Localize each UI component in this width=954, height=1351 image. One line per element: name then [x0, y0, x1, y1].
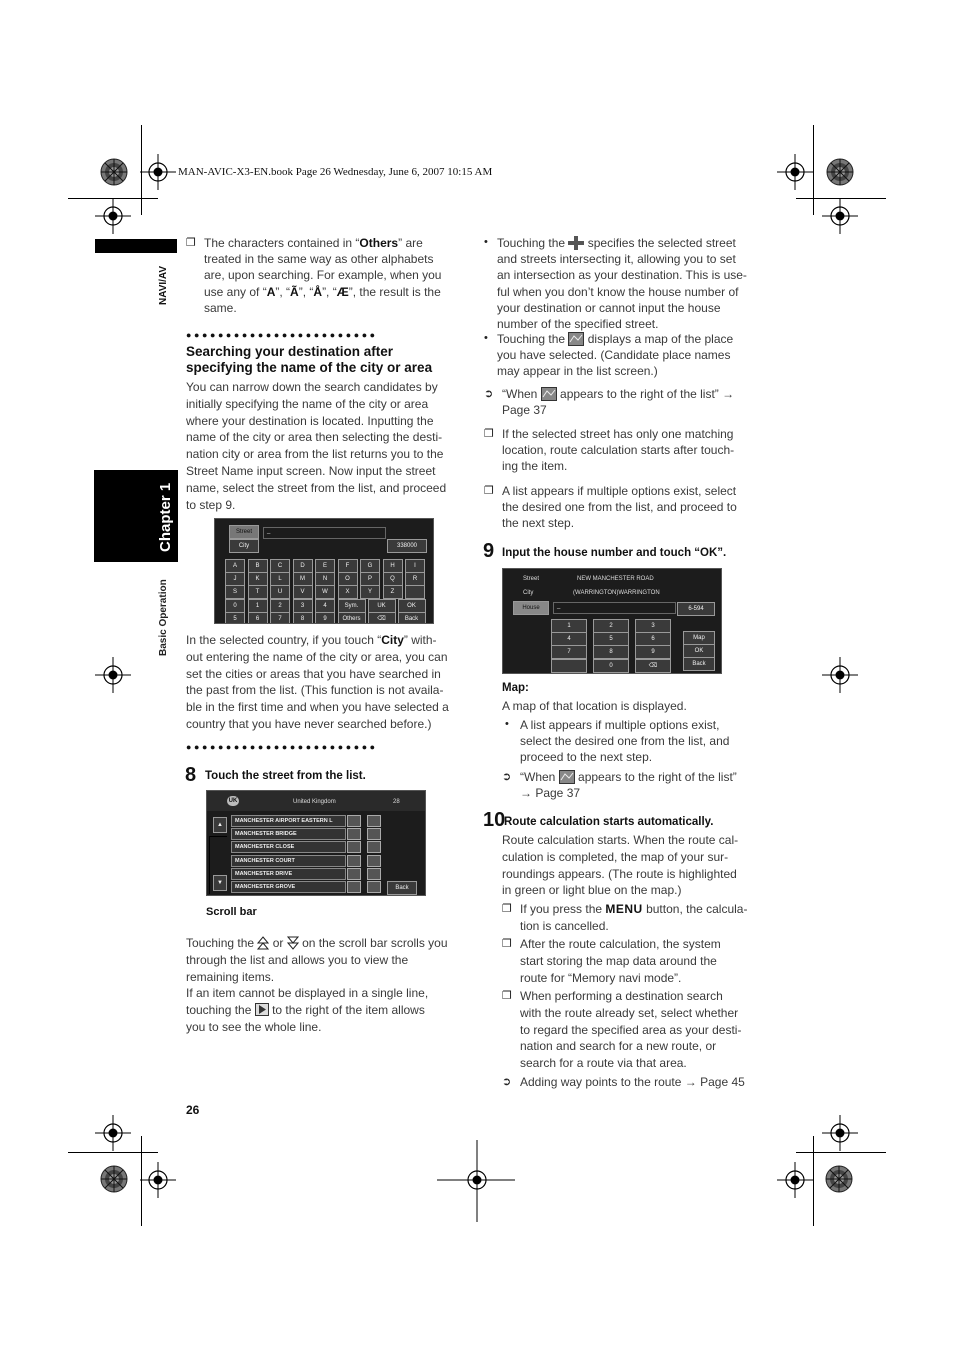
key[interactable]: OK [398, 599, 426, 613]
callout-line [209, 836, 210, 894]
back-button[interactable]: Back [683, 657, 715, 671]
note-box-icon: ❐ [502, 938, 512, 950]
section-heading: Searching your destination after specifying the name of the city or area [186, 344, 433, 375]
key[interactable]: K [248, 572, 268, 586]
street-row-label: Street [523, 576, 540, 582]
expand-arrow-icon [255, 1003, 269, 1016]
note-multiple-options: A list appears if multiple options exist, select the desired one from the list, and proceed to the next step. [502, 484, 737, 531]
list-item[interactable]: MANCHESTER COURT [231, 855, 346, 867]
house-number-field[interactable]: _ [553, 602, 676, 614]
number-key[interactable]: 6 [635, 632, 671, 646]
key[interactable]: L [270, 572, 290, 586]
key[interactable]: Z [383, 585, 403, 599]
key[interactable]: X [338, 585, 358, 599]
intersection-icon[interactable] [347, 828, 361, 840]
street-value: NEW MANCHESTER ROAD [577, 576, 654, 582]
number-key[interactable]: 2 [593, 619, 629, 633]
key[interactable]: 2 [270, 599, 290, 613]
number-key[interactable]: 1 [551, 619, 587, 633]
number-key[interactable]: 4 [551, 632, 587, 646]
note-box-icon: ❐ [484, 485, 494, 497]
key[interactable]: B [248, 559, 268, 573]
intersection-icon[interactable] [347, 881, 361, 893]
key[interactable]: R [405, 572, 425, 586]
street-name-input-screen [214, 518, 434, 624]
scroll-up-icon [257, 936, 269, 950]
ref-page-37: “When appears to the right of the list” → Page 37 [502, 387, 735, 418]
callout-line-h [209, 836, 227, 837]
key[interactable]: P [360, 572, 380, 586]
bullet-dot: • [484, 332, 488, 344]
key[interactable]: 0 [225, 599, 245, 613]
bullet-dot: • [505, 718, 509, 730]
map-icon[interactable] [367, 855, 381, 867]
note-single-match: If the selected street has only one matching location, route calculation starts after touch- ing the item. [502, 427, 735, 474]
key[interactable]: 6 [248, 612, 268, 624]
note-box-icon: ❐ [186, 237, 196, 249]
key[interactable]: 4 [315, 599, 335, 613]
map-icon[interactable] [367, 868, 381, 880]
map-heading: Map: [502, 682, 529, 694]
key[interactable]: 8 [293, 612, 313, 624]
chapter-label: Chapter 1 [157, 482, 174, 552]
street-list-screen [206, 790, 426, 896]
ok-button[interactable]: OK [683, 644, 715, 658]
key[interactable]: A [225, 559, 245, 573]
key[interactable]: D [293, 559, 313, 573]
map-icon[interactable] [367, 828, 381, 840]
city-button[interactable]: City [229, 539, 259, 553]
map-icon[interactable] [367, 841, 381, 853]
intersection-icon[interactable] [347, 815, 361, 827]
list-item[interactable]: MANCHESTER GROVE [231, 881, 346, 893]
step-10-title: Route calculation starts automatically. [504, 816, 714, 828]
map-bullet-text: A list appears if multiple options exist, select the desired one from the list, and proceed to the next step. [520, 718, 730, 765]
note-route-already-set: When performing a destination search with the route already set, select whether to regard the specified area as your desti- nation and search for a new route, or search for a route via that area. [520, 989, 742, 1071]
step-9-title: Input the house number and touch “OK”. [502, 547, 727, 559]
number-key[interactable]: 3 [635, 619, 671, 633]
intersection-icon [568, 236, 584, 250]
key[interactable]: N [315, 572, 335, 586]
list-item[interactable]: MANCHESTER BRIDGE [231, 828, 346, 840]
key[interactable]: Q [383, 572, 403, 586]
step-8-title: Touch the street from the list. [205, 770, 366, 782]
number-key[interactable]: 9 [635, 645, 671, 659]
step-10-number: 10 [483, 809, 506, 831]
house-button[interactable]: House [513, 601, 549, 615]
scroll-down-button[interactable]: ▼ [213, 875, 227, 891]
section-divider-2: ●●●●●●●●●●●●●●●●●●●●●●●● [186, 742, 378, 752]
navi-av-label: NAVI/AV [158, 265, 169, 305]
key[interactable]: 5 [225, 612, 245, 624]
note-menu-cancel: If you press the MENU button, the calcula- tion is cancelled. [520, 902, 748, 933]
ref-arrow-icon: ➲ [484, 388, 494, 400]
number-key[interactable]: 7 [551, 645, 587, 659]
key[interactable]: G [360, 559, 380, 573]
key[interactable]: J [225, 572, 245, 586]
note-box-icon: ❐ [502, 903, 512, 915]
intro-paragraph: You can narrow down the search candidates by initially specifying the name of the city or area where your destination is located. Inputting the name of the city or area then selecting the desti- nation city or area from the list returns you to the Street Name input screen. Now input the street name, select the street from the list, and proceed to step 9. [186, 380, 447, 512]
country-name: United Kingdom [293, 799, 336, 805]
back-button[interactable]: Back [387, 881, 417, 895]
key[interactable]: S [225, 585, 245, 599]
key[interactable]: F [338, 559, 358, 573]
house-number-screen [502, 568, 722, 674]
map-button[interactable]: Map [683, 631, 715, 645]
map-description: A map of that location is displayed. [502, 699, 687, 713]
step-9-number: 9 [483, 540, 495, 562]
print-header: MAN-AVIC-X3-EN.book Page 26 Wednesday, June 6, 2007 10:15 AM [178, 166, 493, 178]
note-box-icon: ❐ [502, 990, 512, 1002]
crossroad-bullet: Touching the specifies the selected street and streets intersecting it, allowing you to set an intersection as your destination. This is use- ful when you don’t know the house number of your destination or cannot input the house number of the specified street. [497, 236, 747, 332]
key[interactable]: UK [368, 599, 396, 613]
map-icon[interactable] [367, 881, 381, 893]
key[interactable]: C [270, 559, 290, 573]
ref-page-37-b: “When appears to the right of the list” → Page 37 [520, 770, 737, 801]
scroll-down-icon [287, 936, 299, 950]
ref-arrow-icon: ➲ [502, 771, 512, 783]
key[interactable]: 7 [270, 612, 290, 624]
intersection-icon[interactable] [347, 855, 361, 867]
route-calc-paragraph: Route calculation starts. When the route cal- culation is completed, the map of your sur- roundings appears. (The route is highlighted in green or light blue on the map.) [502, 833, 739, 898]
scroll-bar-label: Scroll bar [206, 906, 257, 918]
note-memory-navi: After the route calculation, the system start storing the map data around the route for “Memory navi mode”. [520, 937, 721, 985]
key[interactable]: Back [398, 612, 426, 624]
street-text-field[interactable]: _ [263, 527, 386, 539]
ref-page-45: Adding way points to the route → Page 45 [520, 1075, 745, 1089]
page-number: 26 [186, 1103, 200, 1117]
street-button[interactable]: Street [229, 525, 259, 539]
house-range: 6-594 [677, 602, 715, 616]
number-key[interactable]: 8 [593, 645, 629, 659]
list-count: 28 [393, 799, 400, 805]
map-icon[interactable] [367, 815, 381, 827]
candidate-count: 338000 [387, 539, 427, 553]
map-bullet: Touching the displays a map of the place you have selected. (Candidate place names may appear in the list screen.) [497, 332, 734, 379]
intersection-icon[interactable] [347, 868, 361, 880]
key[interactable]: Others [338, 612, 366, 624]
chapter-tab [94, 470, 178, 562]
intersection-icon[interactable] [347, 841, 361, 853]
section-divider: ●●●●●●●●●●●●●●●●●●●●●●●● [186, 330, 378, 340]
key[interactable]: 1 [248, 599, 268, 613]
key[interactable]: ⌫ [368, 612, 396, 624]
key[interactable]: Sym. [338, 599, 366, 613]
number-key[interactable]: 0 [593, 659, 629, 673]
city-value: (WARRINGTON)WARRINGTON [573, 590, 660, 596]
number-key[interactable] [551, 659, 587, 673]
key[interactable]: U [270, 585, 290, 599]
key[interactable]: V [293, 585, 313, 599]
key[interactable]: H [383, 559, 403, 573]
key[interactable]: M [293, 572, 313, 586]
key[interactable]: 3 [293, 599, 313, 613]
list-item[interactable]: MANCHESTER CLOSE [231, 841, 346, 853]
key[interactable]: E [315, 559, 335, 573]
navi-tab-bar [95, 239, 177, 253]
map-icon [559, 770, 575, 784]
key[interactable]: W [315, 585, 335, 599]
map-icon [568, 332, 584, 346]
uk-badge: UK [228, 798, 238, 804]
note-box-icon: ❐ [484, 428, 494, 440]
list-item[interactable]: MANCHESTER DRIVE [231, 868, 346, 880]
note-others: The characters contained in “Others” are treated in the same way as other alphabets are, upon searching. For example, when you use any of “A”, “Ã”, “Å”, “Æ”, the result is the same. [204, 236, 442, 315]
bullet-dot: • [484, 236, 488, 248]
ref-arrow-icon: ➲ [502, 1076, 512, 1088]
key[interactable]: Y [360, 585, 380, 599]
number-key[interactable]: 5 [593, 632, 629, 646]
list-item[interactable]: MANCHESTER AIRPORT EASTERN L [231, 815, 346, 827]
scroll-up-button[interactable]: ▲ [213, 817, 227, 833]
key[interactable]: O [338, 572, 358, 586]
step-8-number: 8 [185, 764, 197, 786]
key[interactable]: I [405, 559, 425, 573]
map-icon [541, 387, 557, 401]
scroll-paragraph: Touching the or on the scroll bar scrolls you through the list and allows you to view the remaining items. If an item cannot be displayed in a single line, touching the to the right of the item allows you to see the whole line. [186, 936, 448, 1034]
key[interactable] [405, 585, 425, 599]
number-key[interactable]: ⌫ [635, 659, 671, 673]
section-label: Basic Operation [158, 579, 169, 656]
city-paragraph: In the selected country, if you touch “City” with- out entering the name of the city or area, you can set the cities or areas that you have searched in the past from the list. (This function is not availa- ble in the first time and when you have selected a country that you have never searched before.) [186, 633, 449, 731]
key[interactable]: T [248, 585, 268, 599]
city-row-label: City [523, 590, 534, 596]
key[interactable]: 9 [315, 612, 335, 624]
